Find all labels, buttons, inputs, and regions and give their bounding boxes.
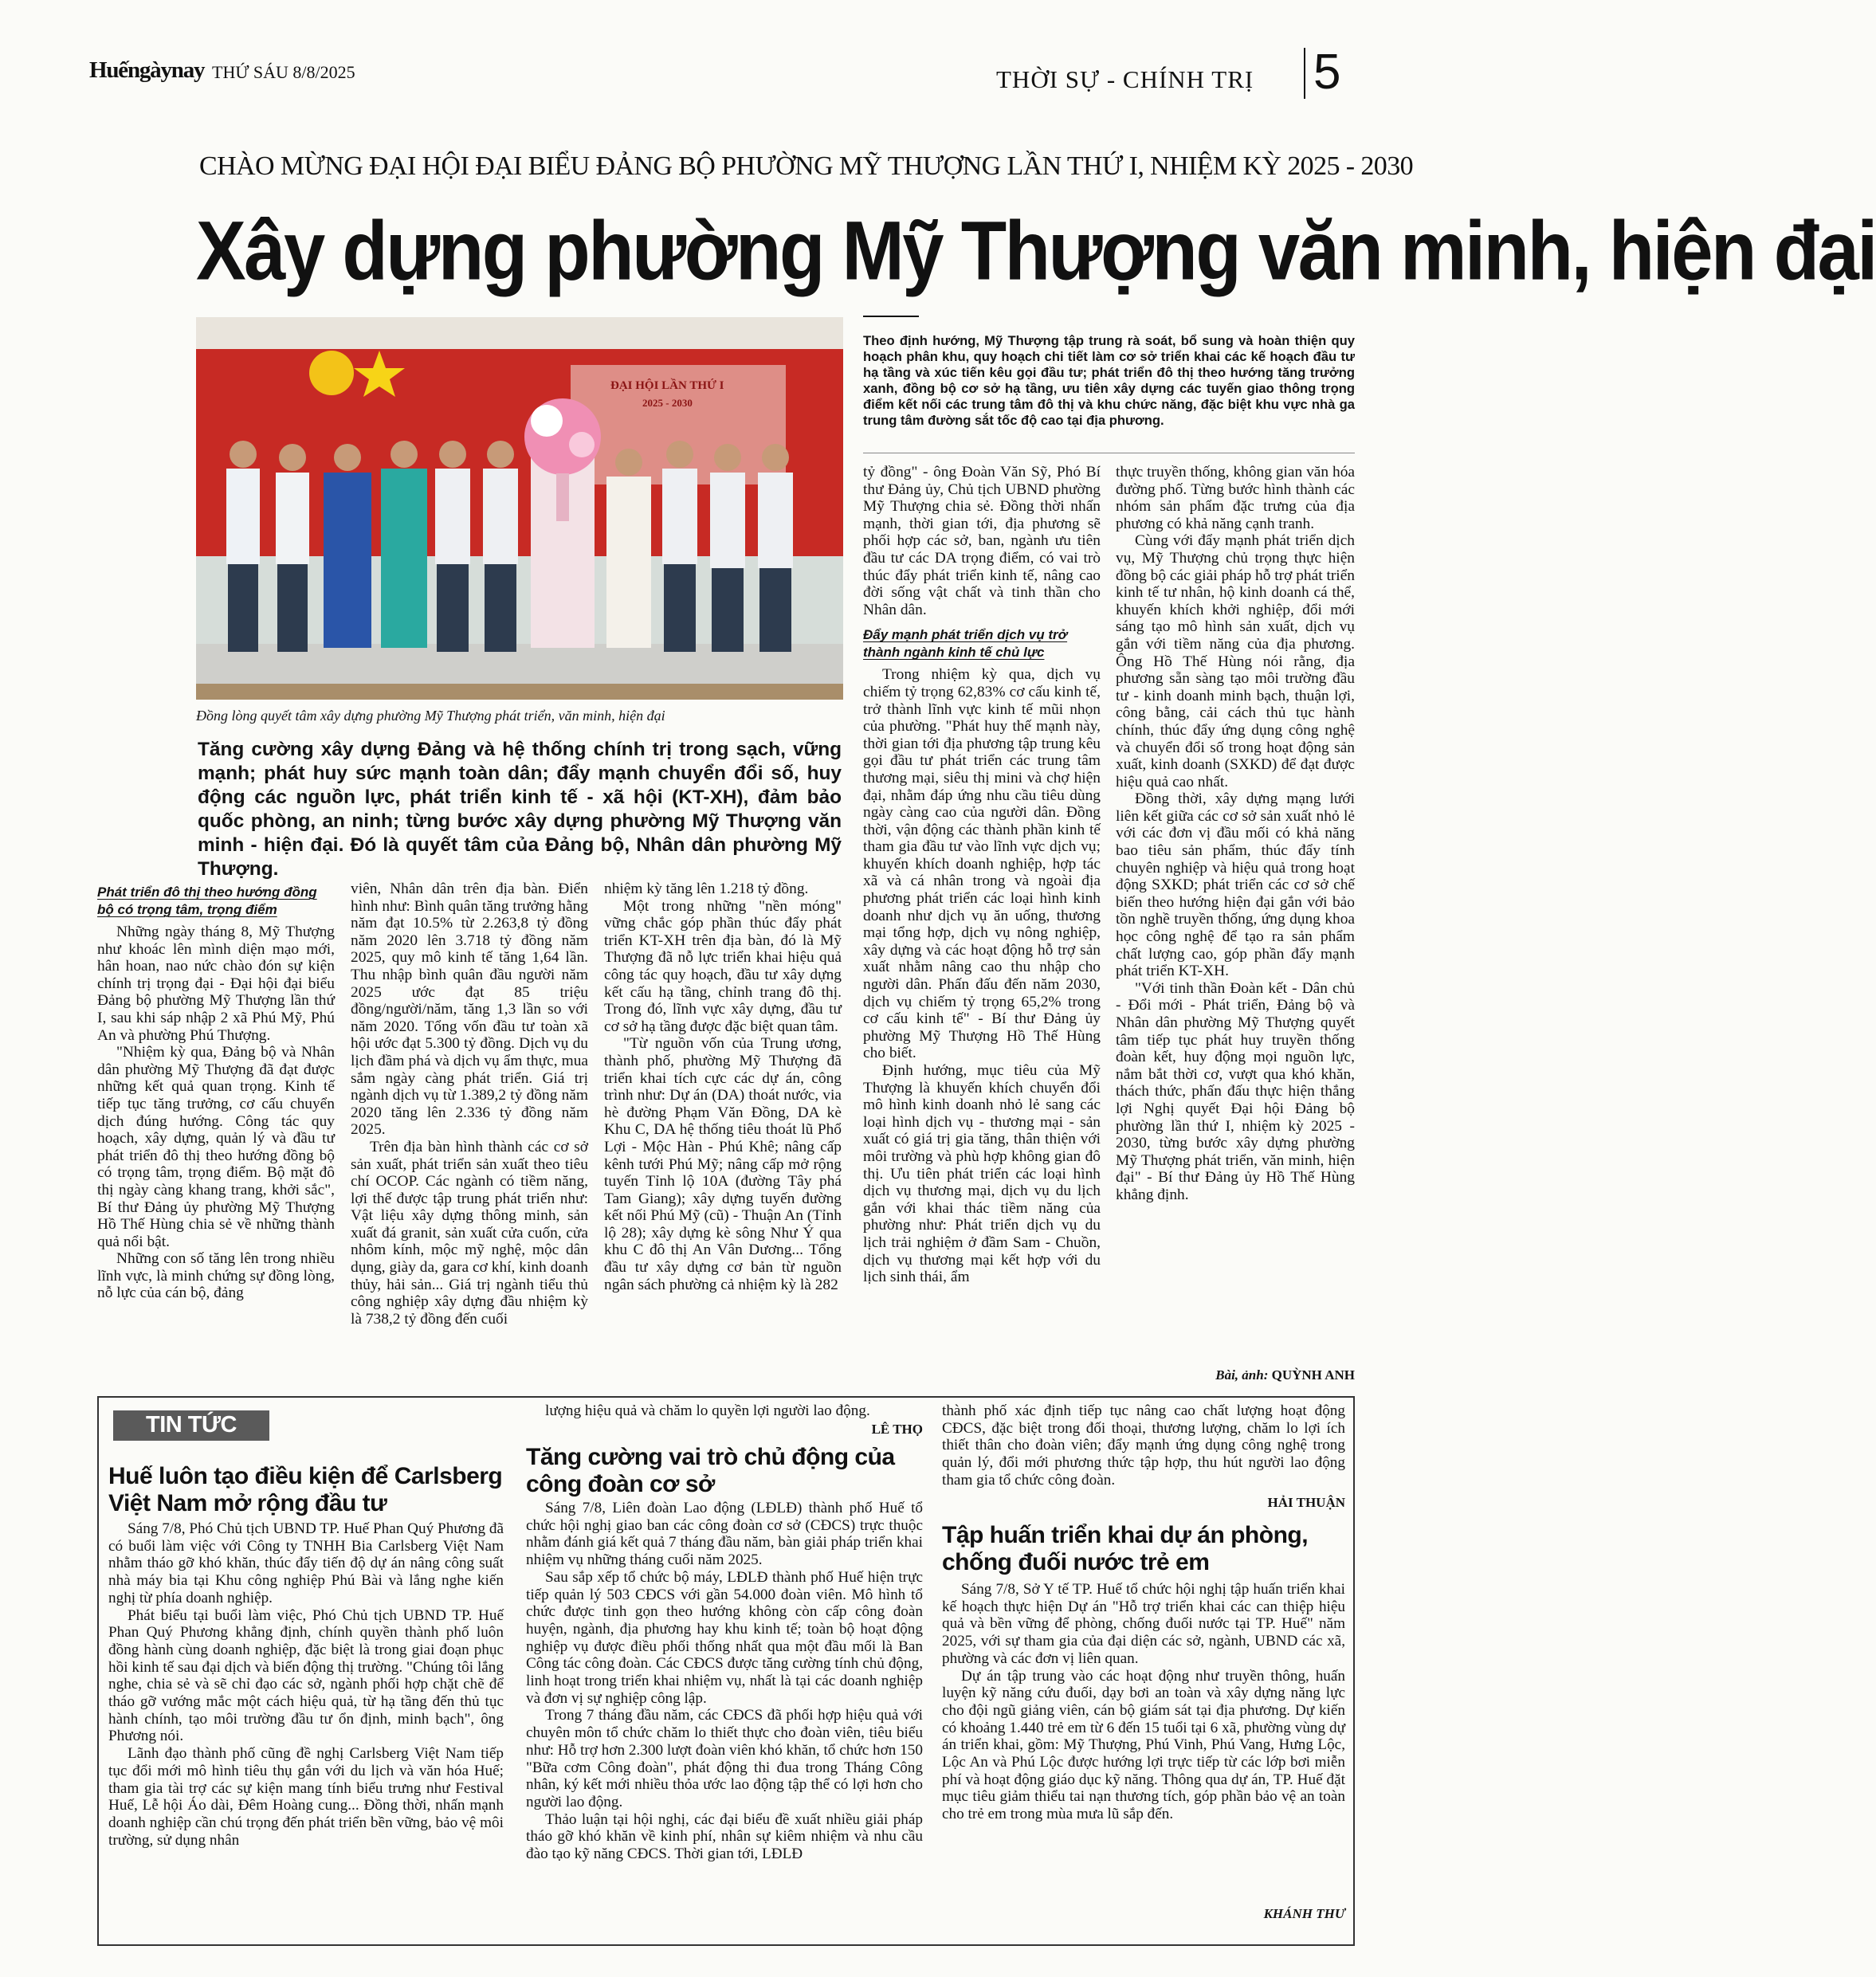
photo-banner-year: 2025 - 2030 [642,397,693,409]
paragraph: Những ngày tháng 8, Mỹ Thượng như khoác lên mình diện mạo mới, hân hoan, nao nức chào đón sự kiện chính trị trọng đại - Đại hội đại biểu Đảng bộ phường Mỹ Thượng lần thứ I, sau khi sáp nhập 2 xã Phú Mỹ, Phú An và phường Phú Thượng. [97,924,335,1044]
photo-banner-text: ĐẠI HỘI LẦN THỨ I [610,379,724,392]
article-column-4 [863,464,1101,1396]
news-section-tag [113,1410,269,1441]
article-column-3 [604,881,842,1395]
news-title-union: Tăng cường vai trò chủ động của công đoàn cơ sở [526,1444,895,1497]
article-column-2 [351,881,588,1395]
paragraph: Sáng 7/8, Phó Chủ tịch UBND TP. Huế Phan Quý Phương đã có buổi làm việc với Công ty TNHH Bia Carlsberg Việt Nam nhằm tháo gỡ khó khăn, thúc đẩy tiến độ dự án nâng công suất nhà máy bia tại Khu công nghiệp Phú Bài và lắng nghe kiến nghị từ phía doanh nghiệp. [108,1520,504,1606]
masthead-date: THỨ SÁU 8/8/2025 [212,62,355,82]
paragraph: Đồng thời, xây dựng mạng lưới liên kết giữa các cơ sở sản xuất nhỏ lẻ với các đơn vị đầu mối có khả năng bao tiêu sản phẩm, thúc đẩy tính chuyên nghiệp và hiệu quả trong hoạt động SXKD; phát triển các cơ sở chế biến theo hướng hiện đại gắn với bảo tồn nghề truyền thống, ứng dụng khoa học công nghệ để tạo ra sản phẩm chất lượng cao, góp phần đẩy mạnh phát triển KT-XH. [1116,790,1355,980]
paragraph: lượng hiệu quả và chăm lo quyền lợi người lao động. [545,1402,870,1419]
paragraph: "Với tinh thần Đoàn kết - Dân chủ - Đổi mới - Phát triển, Đảng bộ và Nhân dân phường Mỹ Thượng quyết tâm tiếp tục phát huy truyền thống đoàn kết, huy động mọi nguồn lực, nắm bắt thời cơ, vượt qua khó khăn, thách thức, phấn đấu thực hiện thắng lợi Nghị quyết Đại hội Đảng bộ phường lần thứ I, nhiệm kỳ 2025 - 2030, từng bước xây dựng phường Mỹ Thượng phát triển, văn minh, hiện đại" - Bí thư Đảng ủy Hồ Thế Hùng khẳng định. [1116,979,1355,1203]
main-byline [1116,1367,1355,1383]
news-title-carlsberg: Huế luôn tạo điều kiện để Carlsberg Việt Nam mở rộng đầu tư [108,1463,503,1516]
kicker: CHÀO MỪNG ĐẠI HỘI ĐẠI BIỂU ĐẢNG BỘ PHƯỜNG MỸ THƯỢNG LẦN THỨ I, NHIỆM KỲ 2025 - 2030 [199,151,1413,181]
paragraph: Định hướng, mục tiêu của Mỹ Thượng là khuyến khích chuyển đổi mô hình kinh doanh nhỏ lẻ sang các loại hình dịch vụ - thương mại - sản xuất có giá trị gia tăng, thân thiện với môi trường và phù hợp không gian đô thị. Ưu tiên phát triển các loại hình dịch vụ thương mại, dịch vụ du lịch gắn với khai thác tiềm năng của phường như: Phát triển dịch vụ du lịch trải nghiệm ở đầm Sam - Chuồn, dịch vụ thương mại kết hợp với du lịch sinh thái, ẩm [863,1062,1101,1286]
section-name: THỜI SỰ - CHÍNH TRỊ [996,65,1254,93]
paragraph: nhiệm kỳ tăng lên 1.218 tỷ đồng. [604,881,809,897]
paragraph: Sáng 7/8, Liên đoàn Lao động (LĐLĐ) thành phố Huế tổ chức hội nghị giao ban các công đoàn cơ sở (CĐCS) trực thuộc nhằm đánh giá kết quả 7 tháng đầu năm, bàn giải pháp triển khai nhiệm vụ những tháng cuối năm 2025. [526,1500,923,1569]
sidebar-note: Theo định hướng, Mỹ Thượng tập trung rà soát, bổ sung và hoàn thiện quy hoạch phân khu, quy hoạch chi tiết làm cơ sở triển khai các kế hoạch đầu tư hạ tầng và xúc tiến kêu gọi đầu tư; phát triển đô thị theo hướng tăng trưởng xanh, đồng bộ cơ sở hạ tầng, ưu tiên xây dựng các tuyến giao thông trọng điểm kết nối các trung tâm đô thị và khu chức năng, đặc biệt khu vực nhà ga trung tâm đường sắt tốc độ cao tại địa phương. [863,333,1355,428]
paragraph: Thảo luận tại hội nghị, các đại biểu đề xuất nhiều giải pháp tháo gỡ khó khăn về kinh phí, nhân sự kiêm nhiệm và nhu cầu đào tạo kỹ năng CĐCS. Thời gian tới, LĐLĐ [526,1810,923,1863]
news-byline-le-tho: LÊ THỌ [871,1422,923,1437]
lead-paragraph: Tăng cường xây dựng Đảng và hệ thống chính trị trong sạch, vững mạnh; phát huy sức mạnh toàn dân; đẩy mạnh chuyển đổi số, huy động các nguồn lực, phát triển kinh tế - xã hội (KT-XH), đảm bảo quốc phòng, an ninh; từng bước xây dựng phường Mỹ Thượng văn minh - hiện đại. Đó là quyết tâm của Đảng bộ, Nhân dân phường Mỹ Thượng. [198,739,842,880]
byline-prefix: Bài, ảnh: [1215,1367,1269,1383]
group-photo-illustration [196,317,843,700]
article-column-5 [1116,464,1355,1372]
news-column-drowning [942,1581,1345,1893]
news-title-drowning: Tập huấn triển khai dự án phòng, chống đuối nước trẻ em [942,1522,1309,1575]
paragraph: Lãnh đạo thành phố cũng đề nghị Carlsberg Việt Nam tiếp tục đổi mới mô hình tiêu thụ gắn với du lịch và văn hóa Huế; tham gia tài trợ các sự kiện mang tính biểu trưng như Festival Huế, Lễ hội Áo dài, Đêm Hoàng cung... Đồng thời, nhấn mạnh doanh nghiệp cần chú trọng đến phát triển bền vững, bảo vệ môi trường, sử dụng nhân [108,1745,504,1849]
paragraph: Phát biểu tại buổi làm việc, Phó Chủ tịch UBND TP. Huế Phan Quý Phương khẳng định, chính quyền thành phố luôn đồng hành cùng doanh nghiệp, đặc biệt là trong giai đoạn phục hồi kinh tế sau đại dịch và biến động thị trường. "Chúng tôi lắng nghe, chia sẻ và sẽ chỉ đạo các sở, ngành phối hợp chặt chẽ để tháo gỡ vướng mắc một cách hiệu quả, từ hạ tầng đến thủ tục hành chính, tạo môi trường đầu tư ổn định, minh bạch", ông Phương nói. [108,1606,504,1745]
paragraph: Sau sắp xếp tổ chức bộ máy, LĐLĐ thành phố Huế hiện trực tiếp quản lý 503 CĐCS với gần 54.000 đoàn viên. Mô hình tổ chức được tinh gọn theo hướng không còn cấp công đoàn huyện, ngành, địa phương hay khu kinh tế; toàn bộ hoạt động nghiệp vụ được điều phối thống nhất qua một đầu mối là Ban Công tác công đoàn. Các CĐCS được tăng cường tính chủ động, linh hoạt trong triển khai nhiệm vụ, nhất là tại các doanh nghiệp và đơn vị sự nghiệp công lập. [526,1568,923,1707]
paragraph: tỷ đồng" - ông Đoàn Văn Sỹ, Phó Bí thư Đảng ủy, Chủ tịch UBND phường Mỹ Thượng chia sẻ. Đồng thời nhấn mạnh, thời gian tới, địa phương sẽ phối hợp các sở, ban, ngành ưu tiên đầu tư các DA trọng điểm, có vai trò thúc đẩy phát triển kinh tế, nâng cao đời sống vật chất và tinh thần cho Nhân dân. [863,464,1101,618]
main-photo [196,317,843,700]
sidebar-rule [863,316,919,317]
news-section-label: TIN TỨC [146,1412,237,1438]
header-divider [1304,48,1305,99]
paragraph: Cùng với đẩy mạnh phát triển dịch vụ, Mỹ Thượng chủ trọng thực hiện đồng bộ các giải pháp hỗ trợ phát triển kinh tế tư nhân, hộ kinh doanh cá thể, khuyến khích khởi nghiệp, đổi mới sáng tạo mô hình sản xuất, dịch vụ gắn với tiềm năng của địa phương. Ông Hồ Thế Hùng nói rằng, địa phương sẵn sàng tạo môi trường đầu tư - kinh doanh minh bạch, thuận lợi, công bằng, cải cách thủ tục hành chính, thúc đẩy ứng dụng công nghệ và chuyển đổi số trong hoạt động sản xuất, kinh doanh (SXKD) để đạt được hiệu quả cao nhất. [1116,532,1355,790]
paragraph: Trên địa bàn hình thành các cơ sở sản xuất, phát triển sản xuất theo tiêu chí OCOP. Các ngành có tiềm năng, lợi thế được tập trung phát triển như: Vật liệu xây dựng thông minh, sản xuất đá granit, sản xuất cửa cuốn, cửa nhôm kính, mộc mỹ nghệ, mộc dân dụng, giày da, gara cơ khí, kinh doanh thủy, hải sản... Giá trị ngành tiểu thủ công nghiệp xây dựng đầu nhiệm kỳ là 738,2 tỷ đồng đến cuối [351,1138,588,1328]
paragraph: Một trong những "nền móng" vững chắc góp phần thúc đẩy phát triển KT-XH trên địa bàn, đó là Mỹ Thượng đã nỗ lực triển khai hiệu quả công tác quy hoạch, đầu tư xây dựng kết cấu hạ tầng, chỉnh trang đô thị. Trong đó, lĩnh vực xây dựng, đầu tư cơ sở hạ tầng được đặc biệt quan tâm. [604,897,842,1035]
news-byline-khanh-thu: KHÁNH THƯ [1263,1906,1345,1921]
paragraph: thành phố xác định tiếp tục nâng cao chất lượng hoạt động CĐCS, đặc biệt trong đối thoại, thương lượng, chăm lo lợi ích thiết thân cho đoàn viên; đẩy mạnh ứng dụng công nghệ trong quản lý, đổi mới phương thức tập hợp, thu hút người lao động tham gia tổ chức công đoàn. [942,1402,1345,1489]
news-column-right-top [942,1402,1345,1490]
page-number: 5 [1313,45,1341,100]
article-column-1 [97,881,335,1395]
paragraph: Sáng 7/8, Sở Y tế TP. Huế tổ chức hội nghị tập huấn triển khai kế hoạch thực hiện Dự án "Hỗ trợ triển khai các can thiệp hiệu quả và bền vững để phòng, chống đuối nước tại TP. Huế" năm 2025, với sự tham gia của đại diện các sở, ngành, UBND các xã, phường và các đơn vị liên quan. [942,1581,1345,1667]
photo-caption: Đồng lòng quyết tâm xây dựng phường Mỹ Thượng phát triển, văn minh, hiện đại [196,708,665,724]
masthead [0,0,1436,100]
news-byline-hai-thuan: HẢI THUẬN [1267,1495,1345,1510]
paragraph: "Từ nguồn vốn của Trung ương, thành phố, phường Mỹ Thượng đã triển khai tích cực các dự án, công trình như: Dự án (DA) thoát nước, via hè đường Phạm Văn Đồng, DA kè Khu C, DA hệ thống tiêu thoát lũ Phổ Lợi - Mộc Hàn - Phú Khê; nâng cấp kênh tưới Phú Mỹ; nâng cấp mở rộng tuyến Tỉnh lộ 10A (đường Tây phá Tam Giang); xây dựng tuyến đường kết nối Phú Mỹ (cũ) - Thuận An (Tỉnh lộ 28); xây dựng kè sông Như Ý qua khu C đô thị An Vân Dương... Tổng đầu tư xây dựng cơ bản từ nguồn ngân sách phường cả nhiệm kỳ là 282 [604,1035,842,1293]
paragraph: viên, Nhân dân trên địa bàn. Điển hình như: Bình quân tăng trưởng hằng năm đạt 10.5% từ 2.263,8 tỷ đồng năm 2020 lên 3.718 tỷ đồng năm 2025, quy mô kinh tế tăng 1,64 lần. Thu nhập bình quân đầu người năm 2025 ước đạt 85 triệu đồng/người/năm, tăng 1,3 lần so với năm 2020. Tổng vốn đầu tư toàn xã hội ước đạt 5.300 tỷ đồng. Dịch vụ du lịch đầm phá và dịch vụ ẩm thực, mua sắm ngày càng phát triển. Giá trị ngành dịch vụ từ 1.389,2 tỷ đồng năm 2020 tăng lên 2.336 tỷ đồng năm 2025. [351,881,588,1139]
byline-author: QUỲNH ANH [1271,1367,1355,1383]
news-column-carlsberg [108,1520,504,1941]
paragraph: Những con số tăng lên trong nhiều lĩnh vực, là minh chứng sự đồng lòng, nỗ lực của cán bộ, đảng [97,1250,335,1302]
paragraph: Trong 7 tháng đầu năm, các CĐCS đã phối hợp hiệu quả với chuyên môn tổ chức chăm lo thiết thực cho đoàn viên, tiêu biểu như: Hỗ trợ hơn 2.300 lượt đoàn viên khó khăn, tổ chức hơn 150 "Bữa cơm Công đoàn", phát động thi đua trong Tháng Công nhân, ký kết mới nhiều thỏa ước lao động tập thể có lợi hơn cho người lao động. [526,1707,923,1810]
paragraph: Trong nhiệm kỳ qua, dịch vụ chiếm tỷ trọng 62,83% cơ cấu kinh tế, trở thành lĩnh vực kinh tế mũi nhọn của phường. "Phát huy thế mạnh này, thời gian tới địa phương tập trung kêu gọi đầu tư phát triển các trung tâm thương mại, siêu thị mini và chợ hiện đại, nhằm đáp ứng nhu cầu tiêu dùng ngày càng cao của người dân. Đồng thời, vận động các thành phần kinh tế tham gia đầu tư vào lĩnh vực dịch vụ; khuyến khích doanh nghiệp, hợp tác xã và cá nhân trong và ngoài địa phương phát triển các loại hình kinh doanh như dịch vụ ăn uống, thương mại tổng hợp, dịch vụ nông nghiệp, xây dựng và các hoạt động hỗ trợ sản xuất nhằm nâng cao thu nhập cho người dân. Phấn đấu đến năm 2030, dịch vụ chiếm tỷ trọng 65,2% trong cơ cấu kinh tế" - Bí thư Đảng ủy phường Mỹ Thượng Hồ Thế Hùng cho biết. [863,666,1101,1062]
subhead-urban-development: Phát triển đô thị theo hướng đồng bộ có trọng tâm, trọng điểm [97,885,317,917]
subhead-services: Đẩy mạnh phát triển dịch vụ trở thành ngành kinh tế chủ lực [863,627,1068,661]
paragraph: thực truyền thống, không gian văn hóa đường phố. Từng bước hình thành các nhóm sản phẩm đặc trưng của địa phương có khả năng cạnh tranh. [1116,464,1355,532]
news-column-union [526,1500,923,1942]
paragraph: Dự án tập trung vào các hoạt động như truyền thông, huấn luyện kỹ năng cứu đuối, dạy bơi an toàn và xây dựng năng lực cho đội ngũ giảng viên, cán bộ giám sát tại địa phương. Dự kiến có khoảng 1.440 trẻ em từ 6 đến 15 tuổi tại 6 xã, phường vùng dự án triển khai, gồm: Mỹ Thượng, Phú Vinh, Phú Vang, Hưng Lộc, Lộc An và Phú Lộc được hướng lợi trực tiếp từ các lớp bơi miễn phí và hoạt động giáo dục kỹ năng. Thông qua dự án, TP. Huế đặt mục tiêu giảm thiểu tai nạn thương tích, góp phần bảo vệ an toàn cho trẻ em trong mùa mưa lũ sắp đến. [942,1667,1345,1823]
paragraph: "Nhiệm kỳ qua, Đảng bộ và Nhân dân phường Mỹ Thượng đã đạt được những kết quả quan trọng. Kinh tế tiếp tục tăng trưởng, cơ cấu chuyển dịch đúng hướng. Công tác quy hoạch, xây dựng, quản lý và đầu tư phát triển đô thị theo hướng đồng bộ có trọng tâm, trọng điểm. Bộ mặt đô thị ngày càng khang trang, khởi sắc", Bí thư Đảng ủy phường Mỹ Thượng Hồ Thế Hùng chia sẻ về những thành quả nổi bật. [97,1044,335,1250]
headline: Xây dựng phường Mỹ Thượng văn minh, hiện đại [196,203,1876,297]
masthead-logo: Huếngàynay [89,57,205,83]
news-column-union-top [526,1402,923,1422]
